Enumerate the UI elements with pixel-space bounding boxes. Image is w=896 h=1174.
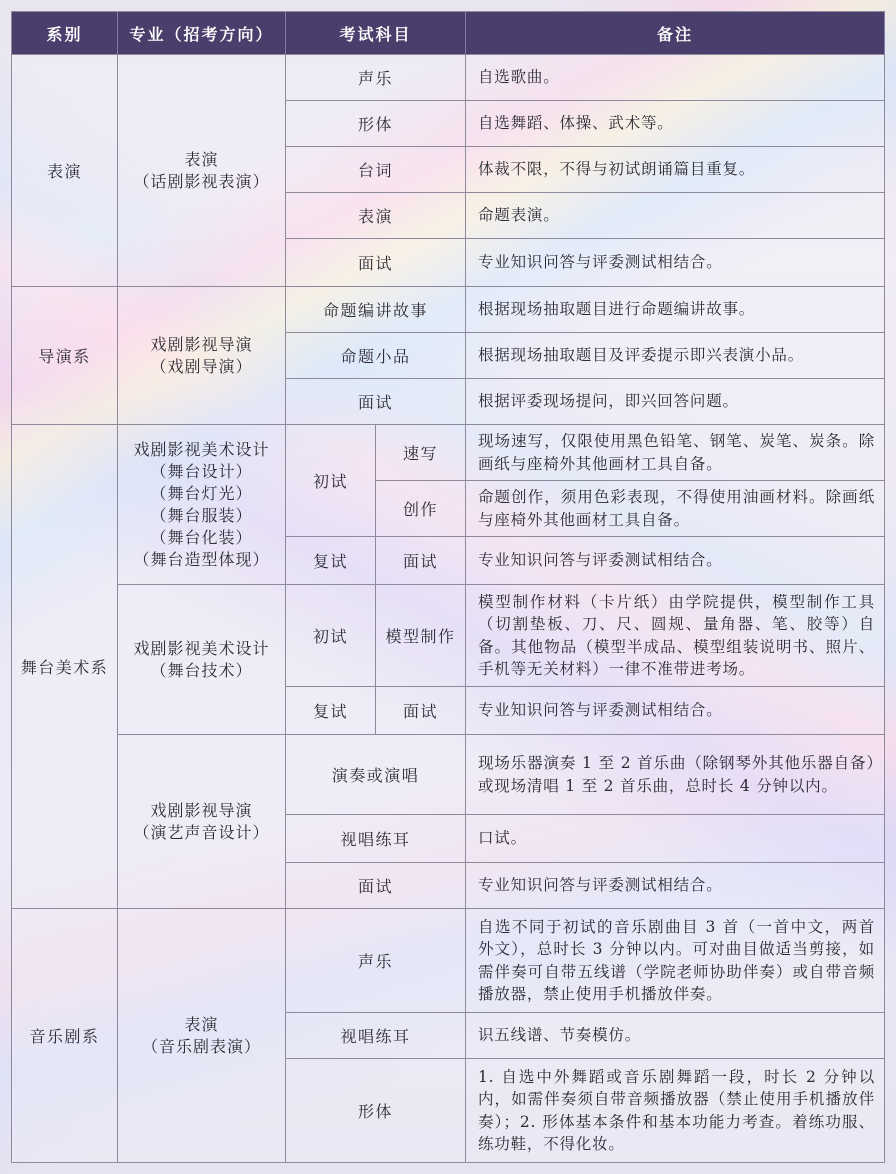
remark-text: 识五线谱、节奏模仿。	[478, 1026, 642, 1045]
remark-cell	[466, 735, 885, 815]
exam-subject-cell: 声乐	[286, 909, 466, 1013]
remark-text: 自选歌曲。	[478, 68, 560, 87]
remark-text: 专业知识问答与评委测试相结合。	[478, 701, 723, 720]
exam-subject-cell: 面试	[376, 687, 466, 735]
remark-cell	[466, 287, 885, 333]
remark-text: 命题表演。	[478, 206, 560, 225]
remark-cell	[466, 379, 885, 425]
major-name-line: 戏剧影视导演	[150, 334, 253, 354]
exam-subject-cell: 面试	[286, 239, 466, 287]
remark-text: 专业知识问答与评委测试相结合。	[478, 551, 723, 570]
remark-text: 自选舞蹈、体操、武术等。	[478, 114, 674, 133]
exam-subject-cell: 声乐	[286, 55, 466, 101]
remark-cell	[466, 537, 885, 585]
major-name-line: 戏剧影视美术设计	[133, 638, 270, 658]
remark-text: 1. 自选中外舞蹈或音乐剧舞蹈一段，时长 2 分钟以内，如需伴奏须自带音频播放器（禁止使用手机播放伴奏）；2. 形体基本条件和基本功能力考查。着练功服、练功鞋，不得化妆。	[478, 1067, 875, 1153]
major-cell	[118, 55, 286, 287]
remark-cell	[466, 425, 885, 481]
remark-cell	[466, 863, 885, 909]
major-name-line: （舞台服装）	[150, 505, 253, 525]
header-remarks: 备注	[466, 12, 885, 55]
exam-round-cell: 复试	[286, 537, 376, 585]
remark-text: 现场乐器演奏 1 至 2 首乐曲（除钢琴外其他乐器自备）或现场清唱 1 至 2 首乐曲，总时长 4 分钟以内。	[478, 754, 875, 795]
remark-cell	[466, 909, 885, 1013]
exam-subject-cell: 表演	[286, 193, 466, 239]
remark-text: 专业知识问答与评委测试相结合。	[478, 253, 723, 272]
remark-text: 根据现场抽取题目进行命题编讲故事。	[478, 300, 756, 319]
exam-round-cell: 复试	[286, 687, 376, 735]
department-cell: 导演系	[12, 287, 118, 425]
major-name-line: （舞台造型体现）	[133, 549, 270, 569]
exam-subject-cell: 视唱练耳	[286, 1013, 466, 1059]
remark-text: 专业知识问答与评委测试相结合。	[478, 876, 723, 895]
exam-subject-cell: 创作	[376, 481, 466, 537]
major-cell	[118, 287, 286, 425]
major-name-line: （舞台化装）	[150, 527, 253, 547]
exam-subject-cell: 演奏或演唱	[286, 735, 466, 815]
exam-subject-cell: 命题编讲故事	[286, 287, 466, 333]
remark-text: 自选不同于初试的音乐剧曲目 3 首（一首中文，两首外文），总时长 3 分钟以内。可对曲目做适当剪接，如需伴奏可自带五线谱（学院老师协助伴奏）或自带音频播放器，禁止使用手机播放伴奏。	[478, 917, 875, 1003]
remark-cell	[466, 687, 885, 735]
exam-subject-cell: 面试	[286, 379, 466, 425]
exam-subject-cell: 视唱练耳	[286, 815, 466, 863]
major-name-line: （演艺声音设计）	[133, 822, 270, 842]
major-name-line: （舞台技术）	[150, 660, 253, 680]
remark-cell	[466, 193, 885, 239]
remark-text: 现场速写，仅限使用黑色铅笔、钢笔、炭笔、炭条。除画纸与座椅外其他画材工具自备。	[478, 432, 875, 473]
exam-round-cell: 初试	[286, 585, 376, 687]
remark-cell	[466, 147, 885, 193]
remark-cell	[466, 585, 885, 687]
exam-subject-cell: 形体	[286, 1059, 466, 1163]
major-name-line: 戏剧影视美术设计	[133, 439, 270, 459]
major-name-line: （戏剧导演）	[150, 356, 253, 376]
remark-cell	[466, 815, 885, 863]
major-name-line: （音乐剧表演）	[141, 1036, 261, 1056]
remark-cell	[466, 239, 885, 287]
remark-cell	[466, 1013, 885, 1059]
exam-subject-cell: 台词	[286, 147, 466, 193]
major-cell	[118, 735, 286, 909]
remark-text: 命题创作，须用色彩表现，不得使用油画材料。除画纸与座椅外其他画材工具自备。	[478, 488, 875, 529]
major-name-line: （话剧影视表演）	[133, 171, 270, 191]
remark-cell	[466, 481, 885, 537]
major-name-line: 戏剧影视导演	[150, 800, 253, 820]
admission-exam-table	[11, 11, 885, 1163]
major-name-line: 表演	[184, 149, 219, 169]
remark-text: 体裁不限，不得与初试朗诵篇目重复。	[478, 160, 756, 179]
header-department: 系别	[12, 12, 118, 55]
exam-subject-cell: 命题小品	[286, 333, 466, 379]
major-name-line: 表演	[184, 1014, 219, 1034]
exam-subject-cell: 面试	[286, 863, 466, 909]
header-exam-subject: 考试科目	[286, 12, 466, 55]
major-cell	[118, 585, 286, 735]
exam-subject-cell: 面试	[376, 537, 466, 585]
header-major: 专业（招考方向）	[118, 12, 286, 55]
remark-text: 根据现场抽取题目及评委提示即兴表演小品。	[478, 346, 805, 365]
major-name-line: （舞台灯光）	[150, 483, 253, 503]
exam-subject-cell: 模型制作	[376, 585, 466, 687]
major-cell	[118, 909, 286, 1163]
remark-text: 模型制作材料（卡片纸）由学院提供，模型制作工具（切割垫板、刀、尺、圆规、量角器、笔、胶等）自备。其他物品（模型半成品、模型组装说明书、照片、手机等无关材料）一律不准带进考场。	[478, 592, 875, 678]
department-cell: 舞台美术系	[12, 425, 118, 909]
department-cell: 表演	[12, 55, 118, 287]
exam-subject-cell: 速写	[376, 425, 466, 481]
department-cell: 音乐剧系	[12, 909, 118, 1163]
major-cell	[118, 425, 286, 585]
remark-cell	[466, 101, 885, 147]
remark-cell	[466, 55, 885, 101]
exam-subject-cell: 形体	[286, 101, 466, 147]
major-name-line: （舞台设计）	[150, 461, 253, 481]
remark-text: 根据评委现场提问，即兴回答问题。	[478, 392, 739, 411]
remark-cell	[466, 1059, 885, 1163]
remark-text: 口试。	[478, 829, 527, 848]
exam-round-cell: 初试	[286, 425, 376, 537]
remark-cell	[466, 333, 885, 379]
